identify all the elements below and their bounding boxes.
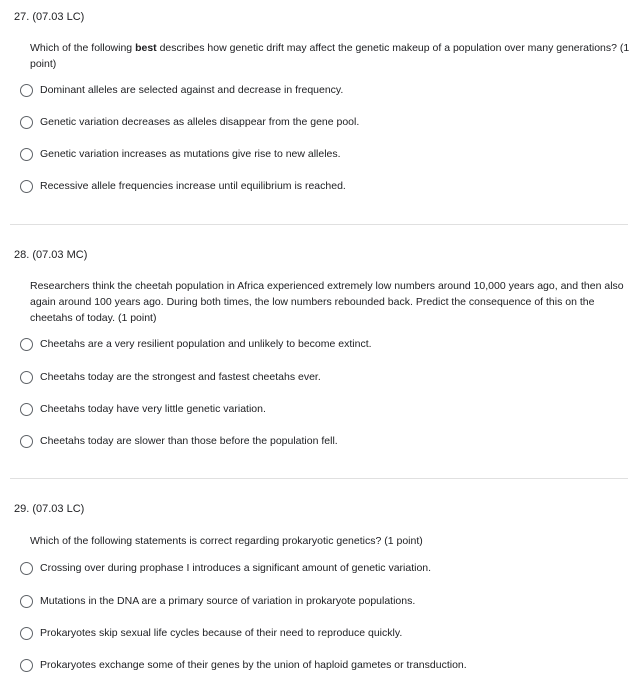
answer-option[interactable] bbox=[20, 177, 346, 195]
radio-button[interactable] bbox=[20, 148, 33, 161]
option-label: Genetic variation decreases as alleles disappear from the gene pool. bbox=[40, 116, 360, 128]
radio-button[interactable] bbox=[20, 403, 33, 416]
question-text-emphasis: best bbox=[135, 42, 157, 54]
question-divider bbox=[10, 478, 628, 479]
question-text bbox=[30, 40, 630, 72]
answer-option[interactable] bbox=[20, 400, 266, 418]
option-label: Recessive allele frequencies increase until equilibrium is reached. bbox=[40, 180, 346, 192]
answer-option[interactable] bbox=[20, 432, 338, 450]
question-text: Researchers think the cheetah population in Africa experienced extremely low numbers around 10,000 years ago, and then also again around 100 years ago. During both times, the low numbers rebounded back. Predict the consequence of this on the cheetahs of today. (1 point) bbox=[30, 280, 624, 324]
question-text: Which of the following statements is correct regarding prokaryotic genetics? (1 point) bbox=[30, 535, 423, 547]
question-header: 27. (07.03 LC) bbox=[14, 11, 85, 23]
answer-option[interactable] bbox=[20, 145, 341, 163]
answer-option[interactable] bbox=[20, 559, 431, 577]
option-label: Cheetahs today are slower than those before the population fell. bbox=[40, 435, 338, 447]
answer-option[interactable] bbox=[20, 81, 343, 99]
option-label: Cheetahs today are the strongest and fastest cheetahs ever. bbox=[40, 371, 321, 383]
question-header: 28. (07.03 MC) bbox=[14, 249, 88, 261]
radio-button[interactable] bbox=[20, 338, 33, 351]
option-label: Prokaryotes skip sexual life cycles because of their need to reproduce quickly. bbox=[40, 627, 403, 639]
question-text-part: Which of the following bbox=[30, 42, 136, 54]
option-label: Cheetahs today have very little genetic variation. bbox=[40, 403, 266, 415]
question-divider bbox=[10, 224, 628, 225]
radio-button[interactable] bbox=[20, 180, 33, 193]
radio-button[interactable] bbox=[20, 435, 33, 448]
answer-option[interactable] bbox=[20, 624, 402, 642]
answer-option[interactable] bbox=[20, 113, 359, 131]
radio-button[interactable] bbox=[20, 371, 33, 384]
option-label: Mutations in the DNA are a primary source of variation in prokaryote populations. bbox=[40, 595, 416, 607]
option-label: Crossing over during prophase I introduces a significant amount of genetic variation. bbox=[40, 562, 432, 574]
radio-button[interactable] bbox=[20, 84, 33, 97]
option-label: Prokaryotes exchange some of their genes by the union of haploid gametes or transduction. bbox=[40, 659, 467, 671]
option-label: Genetic variation increases as mutations give rise to new alleles. bbox=[40, 148, 341, 160]
question-header: 29. (07.03 LC) bbox=[14, 503, 85, 515]
option-label: Cheetahs are a very resilient population and unlikely to become extinct. bbox=[40, 338, 372, 350]
radio-button[interactable] bbox=[20, 116, 33, 129]
question-text-part: describes how genetic drift may affect the genetic makeup of a population over many generations? (1 point) bbox=[30, 42, 630, 70]
answer-option[interactable] bbox=[20, 592, 415, 610]
radio-button[interactable] bbox=[20, 562, 33, 575]
answer-option[interactable] bbox=[20, 368, 321, 386]
radio-button[interactable] bbox=[20, 595, 33, 608]
answer-option[interactable] bbox=[20, 335, 372, 353]
radio-button[interactable] bbox=[20, 627, 33, 640]
option-label: Dominant alleles are selected against and decrease in frequency. bbox=[40, 84, 344, 96]
answer-option[interactable] bbox=[20, 656, 467, 674]
radio-button[interactable] bbox=[20, 659, 33, 672]
